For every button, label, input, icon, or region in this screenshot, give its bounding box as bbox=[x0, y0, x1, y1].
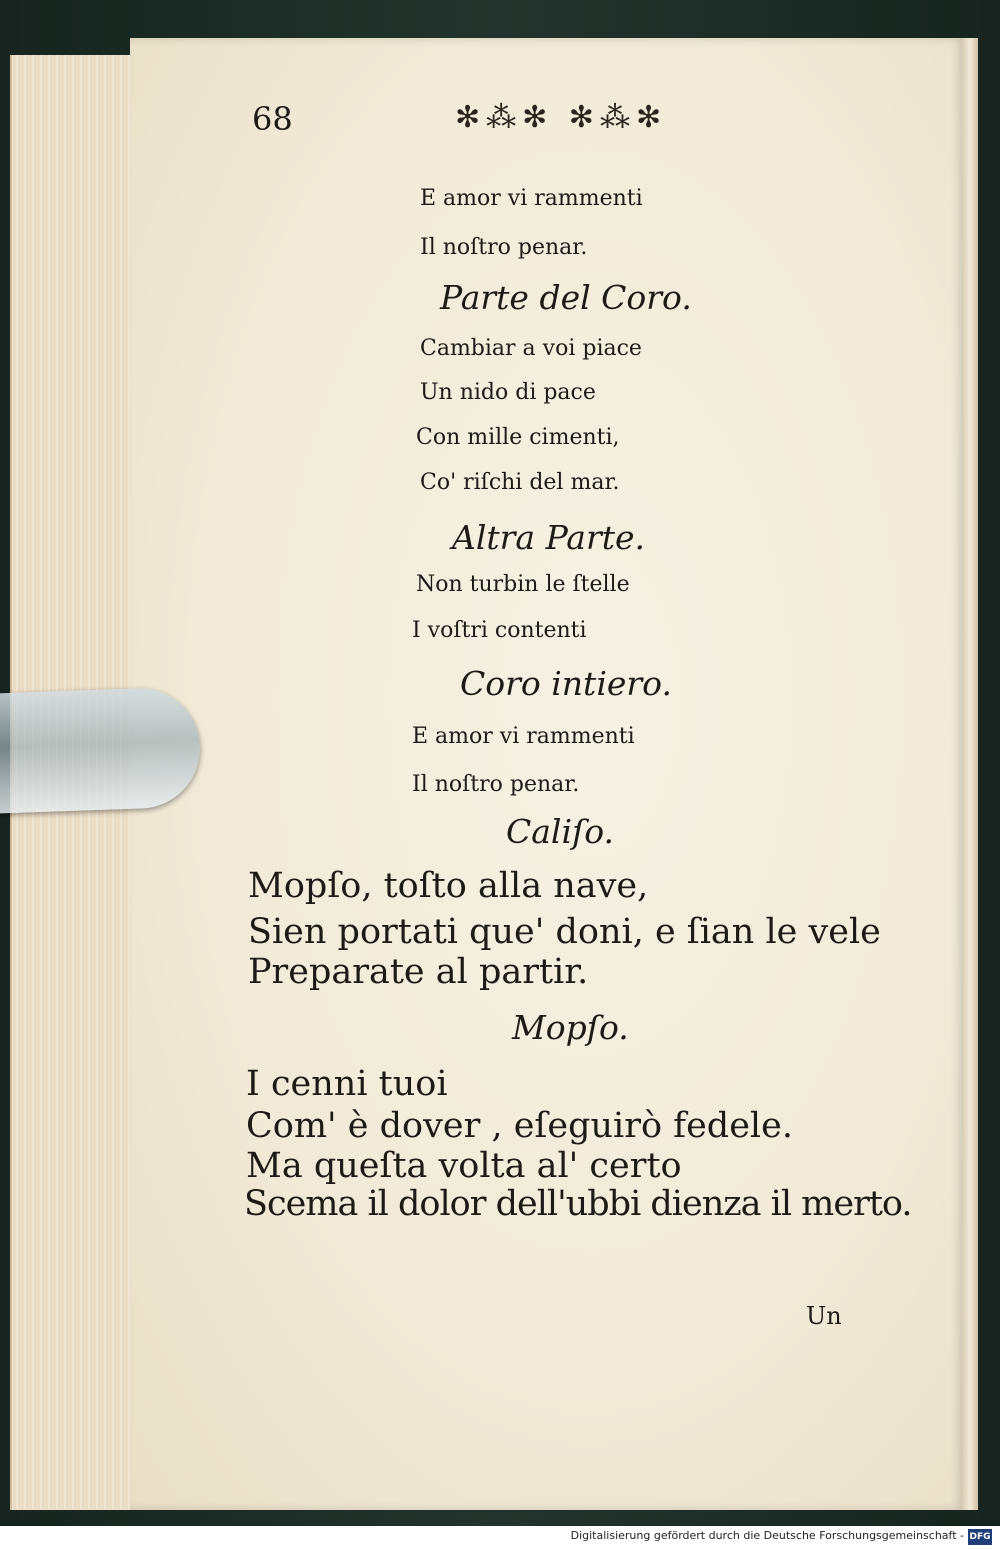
glass-page-holder bbox=[0, 686, 202, 813]
verse-line: Mopſo, toſto alla nave, bbox=[248, 866, 649, 906]
footer-bar bbox=[0, 1526, 1000, 1550]
verse-line: Co' riſchi del mar. bbox=[420, 470, 620, 495]
catchword: Un bbox=[806, 1302, 842, 1330]
header-ornament: ✻⁂✻ ✻⁂✻ bbox=[455, 100, 668, 135]
verse-line: Il noſtro penar. bbox=[412, 772, 580, 797]
right-page-edge bbox=[962, 38, 978, 1510]
speaker-heading: Caliſo. bbox=[506, 812, 615, 851]
verse-line: Un nido di pace bbox=[420, 380, 596, 405]
verse-line: Non turbin le ſtelle bbox=[416, 572, 630, 597]
dfg-logo-icon: DFG bbox=[968, 1529, 992, 1545]
page-number: 68 bbox=[252, 100, 293, 138]
verse-line: Sien portati que' doni, e ſian le vele bbox=[248, 912, 881, 952]
speaker-heading: Altra Parte. bbox=[452, 518, 646, 557]
speaker-heading: Parte del Coro. bbox=[440, 278, 692, 317]
verse-line: Con mille cimenti, bbox=[416, 425, 620, 450]
verse-line: Cambiar a voi piace bbox=[420, 336, 642, 361]
verse-line: I cenni tuoi bbox=[246, 1064, 448, 1104]
speaker-heading: Mopſo. bbox=[512, 1008, 629, 1047]
verse-line: Scema il dolor dell'ubbi dienza il merto. bbox=[244, 1184, 912, 1224]
verse-line: Il noſtro penar. bbox=[420, 235, 588, 260]
verse-line: Com' è dover , eſeguirò fedele. bbox=[246, 1106, 793, 1146]
verse-line: I voſtri contenti bbox=[412, 618, 587, 643]
speaker-heading: Coro intiero. bbox=[460, 664, 672, 703]
verse-line: E amor vi rammenti bbox=[420, 186, 643, 211]
verse-line: Ma queſta volta al' certo bbox=[246, 1146, 682, 1186]
footer-credit: Digitalisierung gefördert durch die Deutsche Forschungsgemeinschaft - bbox=[570, 1529, 964, 1542]
verse-line: E amor vi rammenti bbox=[412, 724, 635, 749]
verse-line: Preparate al partir. bbox=[248, 952, 589, 992]
